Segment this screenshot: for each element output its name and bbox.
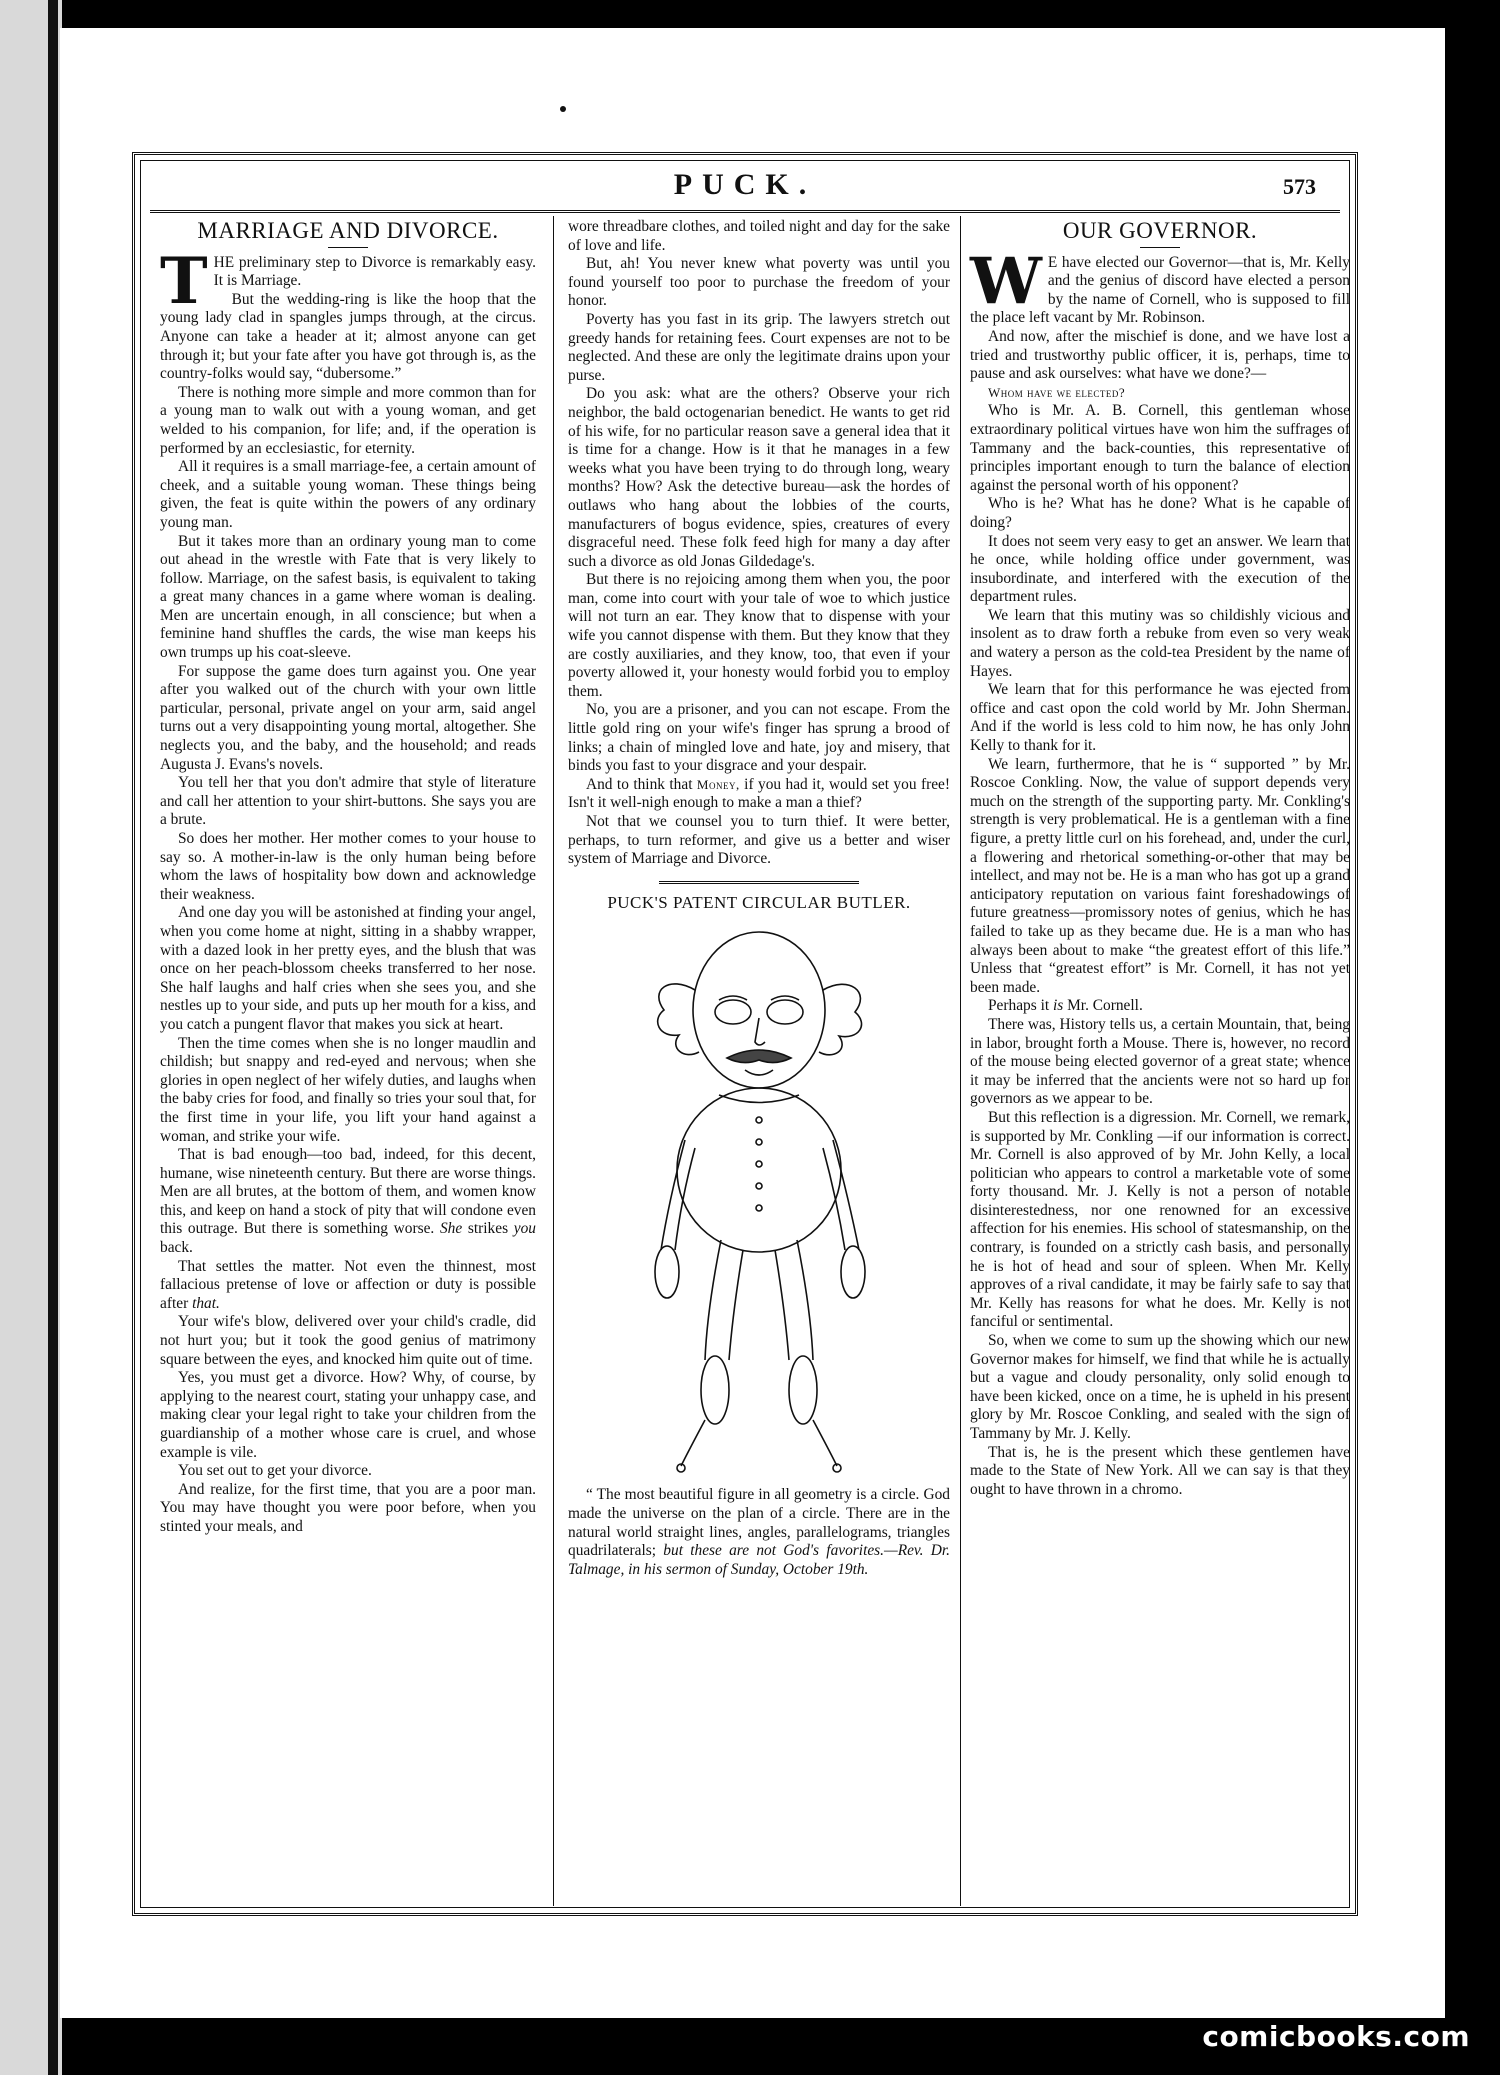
- heading-rule: [328, 247, 368, 248]
- article-our-governor: [970, 218, 1350, 1499]
- paragraph: And to think that Money, if you had it, would set you free! Isn't it well-nigh enough to make a man a thief?: [568, 775, 950, 812]
- paragraph: And realize, for the first time, that you are a poor man. You may have thought you were poor before, when you stinted your meals, and: [160, 1480, 536, 1535]
- paragraph: All it requires is a small marriage-fee, a certain amount of cheek, and a suitable young woman. These things being given, the feat is quite within the powers of any ordinary young man.: [160, 458, 536, 531]
- masthead-rule: [150, 210, 1340, 213]
- drop-cap: W: [970, 243, 1042, 319]
- section-rule: [659, 881, 859, 884]
- cartoon-caption: “ The most beautiful figure in all geometry is a circle. God made the universe on the plan of a circle. There are in the natural world straight lines, angles, parallelograms, triangles quadrilaterals; but these are not God's favorites.—Rev. Dr. Talmage, in his sermon of Sunday, October 19th.: [568, 1486, 950, 1578]
- paragraph: There is nothing more simple and more common than for a young man to walk out with a young woman, and get welded to his companion, for life; and, if the operation is performed by an ecclesiastic, for eternity.: [160, 383, 536, 457]
- article-heading: MARRIAGE AND DIVORCE.: [197, 218, 499, 243]
- ink-speck: [560, 106, 566, 112]
- paragraph: Then the time comes when she is no longer maudlin and childish; but snappy and red-eyed and nervous; when she glories in open neglect of her wifely duties, and laughs when the baby cries for food, and finally so tries your soul that, for the first time in your life, you lift your hand against a woman, and strike your wife.: [160, 1034, 536, 1145]
- paragraph: And now, after the mischief is done, and we have lost a tried and trustworthy public officer, it is, perhaps, time to pause and ask ourselves: what have we done?—: [970, 327, 1350, 383]
- paragraph: Who is Mr. A. B. Cornell, this gentleman whose extraordinary political virtues have won him the suffrages of Tammany and the back-counties, this representative of principles important enough to turn the balance of election against the personal worth of his opponent?: [970, 402, 1350, 494]
- paragraph: For suppose the game does turn against you. One year after you walked out of the church with your own little particular, personal, private angel on your arm, said angel turns out a very disappointing young mortal, altogether. She neglects you, and the baby, and the household; and reads Augusta J. Evans's novels.: [160, 662, 536, 773]
- watermark: comicbooks.com: [1202, 2020, 1470, 2053]
- paragraph: THE preliminary step to Divorce is remarkably easy. It is Marriage.: [160, 243, 536, 319]
- paragraph: Poverty has you fast in its grip. The lawyers stretch out greedy hands for retaining fees. Court expenses are not to be neglected. And these are only the legitimate drains upon your purse.: [568, 310, 950, 384]
- paragraph: You tell her that you don't admire that style of literature and call her attention to your shirt-buttons. She says you are a brute.: [160, 774, 536, 829]
- masthead-title: PUCK.: [673, 168, 817, 201]
- paragraph: Your wife's blow, delivered over your child's cradle, did not hurt you; but it took the good genius of matrimony square between the eyes, and knocked him quite out of time.: [160, 1313, 536, 1368]
- paragraph: Perhaps it is Mr. Cornell.: [988, 997, 1143, 1015]
- article-marriage-and-divorce: [160, 218, 536, 1537]
- page-gutter: [48, 0, 58, 2075]
- paragraph: We learn that for this performance he was ejected from office and cast opon the cold world by Mr. John Sherman. And if the world is less cold to him now, he has only John Kelly to thank for it.: [970, 681, 1350, 755]
- page-number: 573: [1283, 174, 1316, 199]
- paragraph: Yes, you must get a divorce. How? Why, of course, by applying to the nearest court, stating your unhappy case, and making clear your legal right to take your children from the guardianship of a mother whose care is cruel, and whose example is vile.: [160, 1369, 536, 1461]
- paragraph: But, ah! You never knew what poverty was until you found yourself too poor to purchase the freedom of your honor.: [568, 255, 950, 310]
- paragraph: Who is he? What has he done? What is he capable of doing?: [970, 495, 1350, 531]
- paragraph: But the wedding-ring is like the hoop that the young lady clad in spangles jumps through, at the circus. Anyone can take a header at it; almost anyone can get through it; but your fate after you have got through is, as the country-folks would say, “dubersome.”: [160, 290, 536, 383]
- paragraph: That settles the matter. Not even the thinnest, most fallacious pretense of love or affection or duty is possible after that.: [160, 1257, 536, 1312]
- paragraph: That is, he is the present which these gentlemen have made to the State of New York. All we can say is that they ought to have thrown in a chromo.: [970, 1443, 1350, 1498]
- drop-cap: T: [160, 243, 208, 319]
- paragraph: It does not seem very easy to get an answer. We learn that he once, while holding office under government, was insubordinate, and interfered with the execution of the department rules.: [970, 532, 1350, 606]
- column-divider-2: [960, 216, 961, 1906]
- article-continuation: [568, 218, 950, 1579]
- article-heading: OUR GOVERNOR.: [1062, 218, 1258, 243]
- paragraph: So, when we come to sum up the showing which our new Governor makes for himself, we find that while he is actually but a vague and cloudy personality, only solid enough to have been kicked, once on a time, he is upheld in his present glory by Mr. Roscoe Conkling, and sealed with the sign of Tammany by Mr. J. Kelly.: [970, 1332, 1350, 1442]
- paragraph: But this reflection is a digression. Mr. Cornell, we remark, is supported by Mr. Conkling —if our information is correct. Mr. Cornell is also approved of by Mr. John Kelly, a local politician who appears to control a marketable vote of some forty thousand. Mr. J. Kelly is not a person of notable disinterestedness, nor one renowned for an excessive affection for his enemies. His school of statesmanship, on the contrary, is founded on a strictly cash basis, and personally he is hot of head and sour of spleen. When Mr. Kelly approves of a rival candidate, it may be fairly safe to say that Mr. Kelly has reasons for what he does. Mr. Kelly is not fanciful or sentimental.: [970, 1108, 1350, 1331]
- paragraph: We learn that this mutiny was so childishly vicious and insolent as to draw forth a rebuke from even so very weak and watery a person as the cold-tea President by the name of Hayes.: [970, 606, 1350, 680]
- heading-rule: [1140, 247, 1180, 248]
- paragraph: But it takes more than an ordinary young man to come out ahead in the wrestle with Fate that is very likely to follow. Marriage, on the safest basis, is equivalent to taking a great many chances in a game where woman is dealing. Men are uncertain enough, in all conscience; but when a feminine hand shuffles the cards, the wise man keeps his own trumps up his coat-sleeve.: [160, 532, 536, 662]
- adjacent-page-edge: [0, 0, 62, 2075]
- paragraph: Not that we counsel you to turn thief. It were better, perhaps, to turn reformer, and give us a better and wiser system of Marriage and Divorce.: [568, 813, 950, 868]
- masthead: [140, 168, 1350, 208]
- paragraph: That is bad enough—too bad, indeed, for this decent, humane, wise nineteenth century. But there are worse things. Men are all brutes, at the bottom of them, and women know this, and keep on hand a stock of pity that will condone even this outrage. But there is something worse. She strikes you back.: [160, 1146, 536, 1257]
- column-divider-1: [553, 216, 554, 1906]
- paragraph: wore threadbare clothes, and toiled night and day for the sake of love and life.: [568, 218, 950, 254]
- paragraph: But there is no rejoicing among them when you, the poor man, come into court with your tale of woe to which justice will not turn an ear. They know that to dispense with your wife you cannot dispense with them. But they know that they are costly auxiliaries, and they know, too, that even if your poverty allowed it, your honesty would forbid you to employ them.: [568, 571, 950, 700]
- paragraph: So does her mother. Her mother comes to your house to say so. A mother-in-law is the only human being before whom the laws of hospitality bow down and acknowledge their weakness.: [160, 830, 536, 903]
- cartoon-heading: PUCK'S PATENT CIRCULAR BUTLER.: [607, 892, 911, 912]
- paragraph: No, you are a prisoner, and you can not escape. From the little gold ring on your wife's finger has sprung a brood of links; a chain of mingled love and hate, joy and misery, that binds you fast to your disgrace and your despair.: [568, 701, 950, 775]
- paragraph: W E have elected our Governor—that is, Mr. Kelly and the genius of discord have elected a person by the name of Cornell, who is supposed to fill the place left vacant by Mr. Robinson.: [970, 243, 1350, 327]
- paragraph: We learn, furthermore, that he is “ supported ” by Mr. Roscoe Conkling. Now, the value of support depends very much on the strength of the supporting party. Mr. Conkling's strength is very problematical. He is a gentleman with a fine figure, a pretty little curl on his forehead, and, under the curl, a flowering and rhetorical something-or-other that may be intellect, and may not be. He is a man who has got up a grand anticipatory reputation on various faint foreshadowings of future greatness—promissory notes of genius, which he has failed to take up as they became due. He is a man who has always been about to make “the greatest effort of this life.” Unless that “greatest effort” is Mr. Cornell, it has not yet been made.: [970, 755, 1350, 996]
- subheading: Whom have we elected?: [988, 384, 1126, 400]
- paragraph: Do you ask: what are the others? Observe your rich neighbor, the bald octogenarian benedict. He wants to get rid of his wife, for no particular reason save a general idea that it is time for a change. How is it that he manages in a few weeks what you have been trying to do through long, weary months? How? Ask the detective bureau—ask the hordes of outlaws who hang about the lobbies of the courts, manufacturers of bogus evidence, spies, creatures of every disgraceful need. These folk feed high for many a day after such a divorce as old Jonas Gildedage's.: [568, 385, 950, 570]
- paragraph: There was, History tells us, a certain Mountain, that, being in labor, brought forth a Mouse. There is, however, no record of the mouse being elected governor of a great state; whence it may be inferred that the ancients were not so hard up for governors as we appear to be.: [970, 1015, 1350, 1108]
- paragraph: You set out to get your divorce.: [178, 1462, 372, 1480]
- paragraph: And one day you will be astonished at finding your angel, when you come home at night, sitting in a shabby wrapper, with a dazed look in her pretty eyes, and the blush that was once on her peach-blossom cheeks transferred to her nose. She half laughs and half cries when she sees you, and she nestles up to your side, and puts up her mouth for a kiss, and you catch a pungent flavor that makes you sick at heart.: [160, 904, 536, 1033]
- circular-butler-cartoon: [609, 920, 909, 1480]
- scan-border: [1445, 0, 1500, 2075]
